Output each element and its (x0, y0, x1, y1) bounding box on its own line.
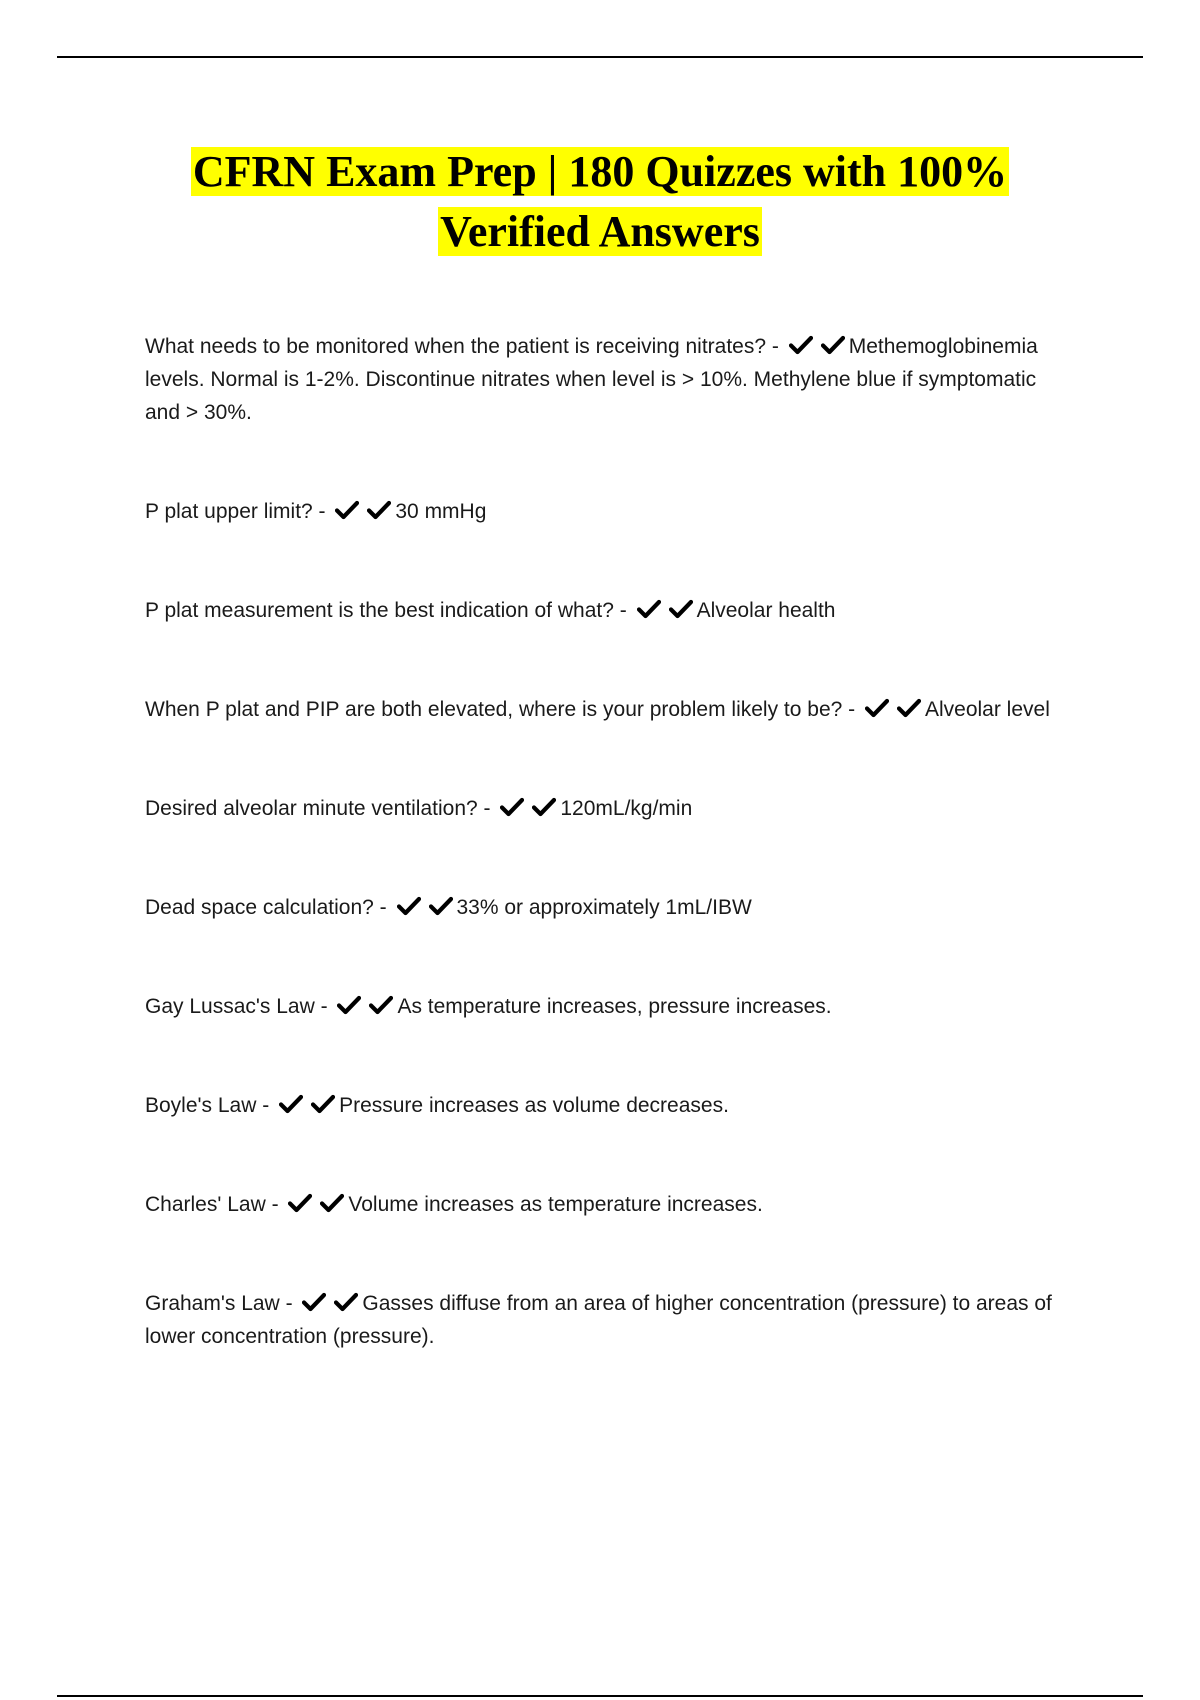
checkmark-icon (302, 1292, 326, 1312)
qa-list (145, 330, 1075, 1419)
checkmark-icon (288, 1193, 312, 1213)
check-marks (288, 1188, 346, 1221)
separator: - (256, 1094, 276, 1117)
checkmark-icon (279, 1094, 303, 1114)
qa-item (145, 1287, 1075, 1353)
answer-text: 120mL/kg/min (560, 797, 693, 820)
question-text: P plat upper limit? (145, 500, 313, 523)
checkmark-icon (397, 896, 421, 916)
checkmark-icon (897, 698, 921, 718)
check-marks (789, 330, 847, 363)
checkmark-icon (821, 335, 845, 355)
check-marks (337, 990, 395, 1023)
checkmark-icon (532, 797, 556, 817)
answer-text: Methemoglobinemia levels. Normal is 1-2%. Discontinue nitrates when level is > 10%. Methylene blue if symptomatic and > 30%. (145, 335, 1038, 424)
question-text: Graham's Law (145, 1292, 280, 1315)
checkmark-icon (637, 599, 661, 619)
check-marks (397, 891, 455, 924)
qa-item (145, 792, 1075, 825)
check-marks (865, 693, 923, 726)
checkmark-icon (429, 896, 453, 916)
document-title (60, 142, 1140, 262)
separator: - (613, 599, 633, 622)
title-line-2: Verified Answers (440, 207, 760, 256)
separator: - (314, 995, 334, 1018)
question-text: What needs to be monitored when the patient is receiving nitrates? (145, 335, 767, 358)
separator: - (842, 698, 861, 721)
check-marks (637, 594, 695, 627)
check-marks (500, 792, 558, 825)
question-text: When P plat and PIP are both elevated, where is your problem likely to be? (145, 698, 843, 721)
checkmark-icon (789, 335, 813, 355)
title-line-1: CFRN Exam Prep | 180 Quizzes with 100% (192, 147, 1008, 196)
qa-item (145, 1089, 1075, 1122)
check-marks (279, 1089, 337, 1122)
checkmark-icon (369, 995, 393, 1015)
answer-text: Pressure increases as volume decreases. (339, 1094, 729, 1117)
question-text: P plat measurement is the best indication of what? (145, 599, 614, 622)
separator: - (766, 335, 785, 358)
checkmark-icon (320, 1193, 344, 1213)
separator: - (477, 797, 497, 820)
checkmark-icon (865, 698, 889, 718)
question-text: Charles' Law (145, 1193, 266, 1216)
qa-item (145, 594, 1075, 627)
qa-item (145, 990, 1075, 1023)
checkmark-icon (500, 797, 524, 817)
qa-item (145, 1188, 1075, 1221)
question-text: Dead space calculation? (145, 896, 374, 919)
answer-text: Volume increases as temperature increases. (348, 1193, 763, 1216)
answer-text: Alveolar level (924, 698, 1050, 721)
qa-item (145, 495, 1075, 528)
checkmark-icon (334, 1292, 358, 1312)
qa-item (145, 891, 1075, 924)
separator: - (373, 896, 393, 919)
qa-item (145, 330, 1075, 429)
answer-text: Gasses diffuse from an area of higher concentration (pressure) to areas of lower concentration (pressure). (145, 1292, 1052, 1348)
separator: - (265, 1193, 285, 1216)
checkmark-icon (335, 500, 359, 520)
check-marks (335, 495, 393, 528)
separator: - (312, 500, 332, 523)
question-text: Boyle's Law (145, 1094, 257, 1117)
checkmark-icon (669, 599, 693, 619)
answer-text: As temperature increases, pressure increases. (397, 995, 832, 1018)
answer-text: 33% or approximately 1mL/IBW (456, 896, 752, 919)
qa-item (145, 693, 1075, 726)
answer-text: Alveolar health (696, 599, 836, 622)
bottom-rule (57, 1695, 1143, 1697)
question-text: Gay Lussac's Law (145, 995, 315, 1018)
question-text: Desired alveolar minute ventilation? (145, 797, 478, 820)
separator: - (279, 1292, 299, 1315)
checkmark-icon (367, 500, 391, 520)
checkmark-icon (311, 1094, 335, 1114)
top-rule (57, 56, 1143, 58)
checkmark-icon (337, 995, 361, 1015)
check-marks (302, 1287, 360, 1320)
answer-text: 30 mmHg (395, 500, 487, 523)
